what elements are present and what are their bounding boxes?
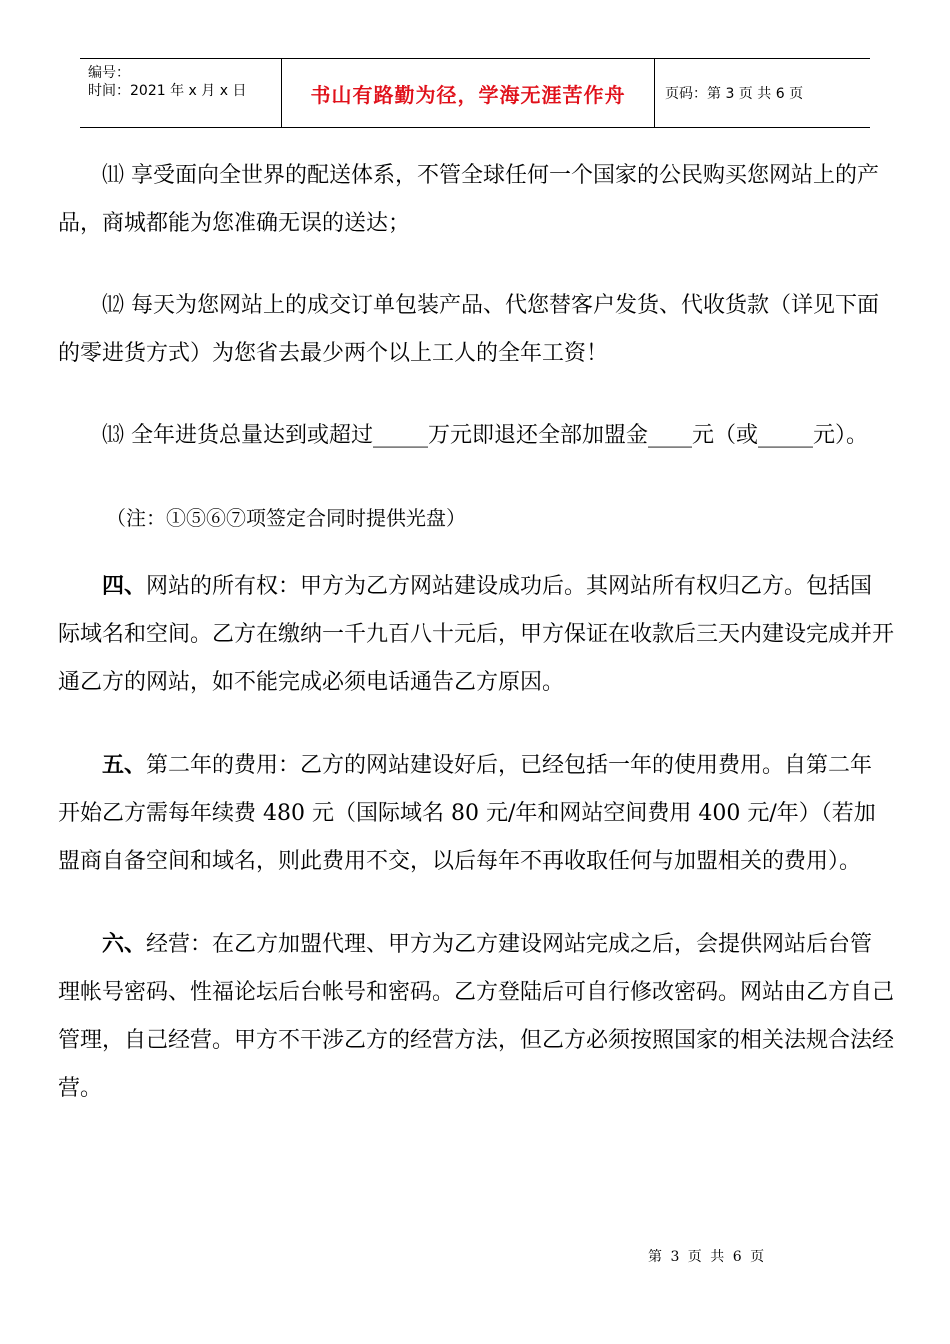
note-text: （注：①⑤⑥⑦项签定合同时提供光盘） bbox=[106, 506, 466, 530]
list-item-11: ⑾ 享受面向全世界的配送体系，不管全球任何一个国家的公民购买您网站上的产品，商城都能为您准确无误的送达； bbox=[58, 163, 879, 236]
section-4-text: 网站的所有权：甲方为乙方网站建设成功后。其网站所有权归乙方。包括国际域名和空间。乙方在缴纳一千九百八十元后，甲方保证在收款后三天内建设完成并开通乙方的网站，如不能完成必须电话通告乙方原因。 bbox=[58, 574, 895, 695]
section-6-text: 经营：在乙方加盟代理、甲方为乙方建设网站完成之后，会提供网站后台管理帐号密码、性福论坛后台帐号和密码。乙方登陆后可自行修改密码。网站由乙方自己管理，自己经营。甲方不干涉乙方的经营方法，但乙方必须按照国家的相关法规合法经营。 bbox=[58, 932, 895, 1101]
document-body bbox=[58, 152, 894, 1113]
section-6 bbox=[58, 920, 894, 1113]
header-motto: 书山有路勤为径，学海无涯苦作舟 bbox=[282, 59, 655, 127]
header-meta bbox=[80, 59, 282, 127]
document-header bbox=[80, 58, 870, 128]
date-label: 时间：2021 年 x 月 x 日 bbox=[88, 83, 247, 99]
section-5-title: 五、 bbox=[102, 752, 147, 778]
section-6-title: 六、 bbox=[102, 931, 147, 957]
header-page-info: 页码：第 3 页 共 6 页 bbox=[665, 86, 804, 102]
list-item-12: ⑿ 每天为您网站上的成交订单包装产品、代您替客户发货、代收货款（详见下面的零进货方式）为您省去最少两个以上工人的全年工资！ bbox=[58, 293, 879, 366]
section-4-title: 四、 bbox=[102, 573, 147, 599]
section-5 bbox=[58, 741, 894, 886]
section-4 bbox=[58, 562, 894, 707]
list-item-13: ⒀ 全年进货总量达到或超过_____万元即退还全部加盟金____元（或_____元）。 bbox=[102, 423, 868, 448]
section-5-text: 第二年的费用：乙方的网站建设好后，已经包括一年的使用费用。自第二年开始乙方需每年续费 480 元（国际域名 80 元/年和网站空间费用 400 元/年）（若加盟商自备空间和域名，则此费用不交，以后每年不再收取任何与加盟相关的费用）。 bbox=[58, 753, 876, 874]
page-number-footer: 第 3 页 共 6 页 bbox=[648, 1249, 767, 1265]
serial-number-label: 编号： bbox=[88, 65, 130, 81]
